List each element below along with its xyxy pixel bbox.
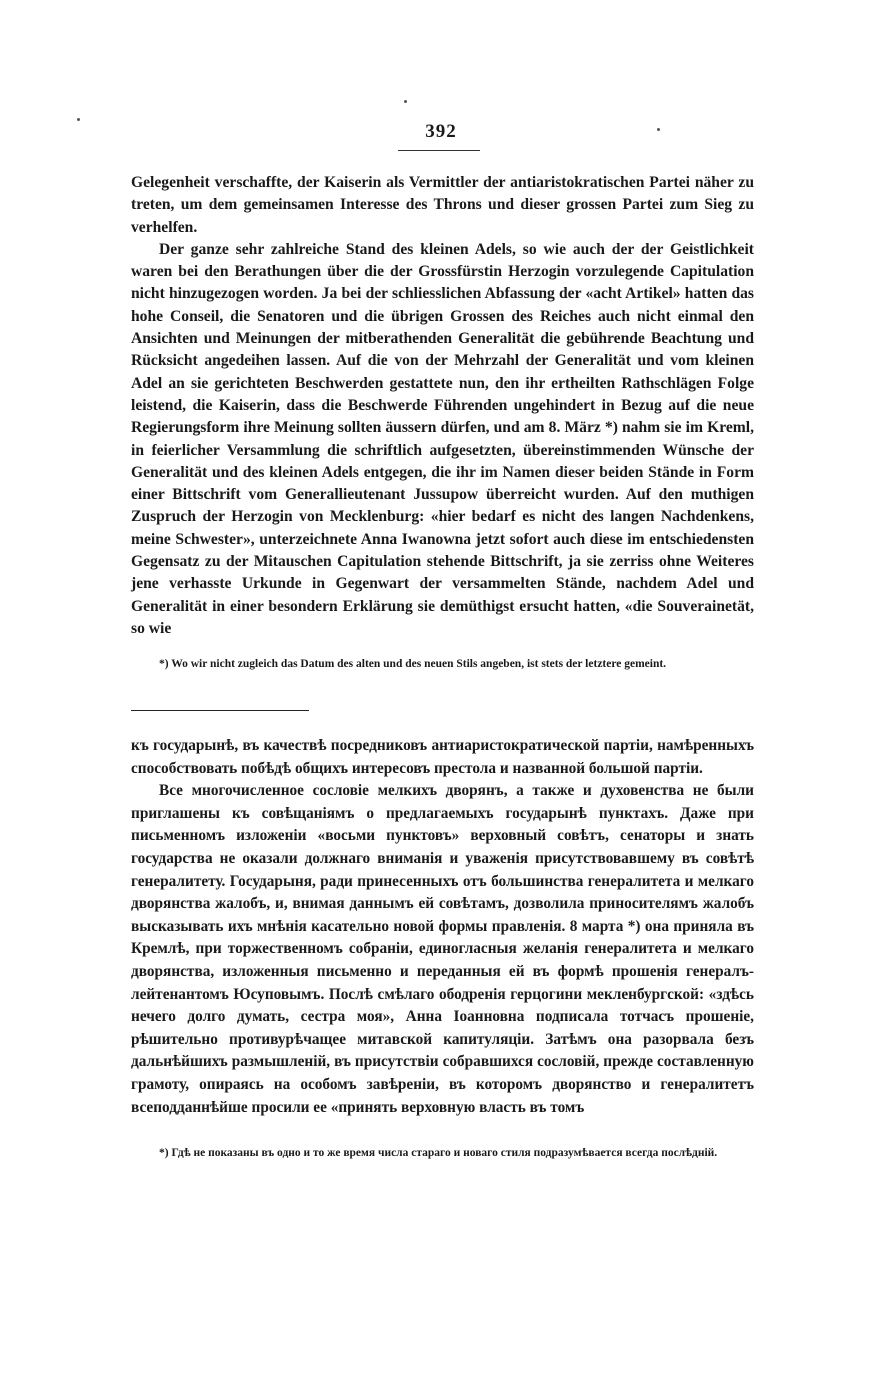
russian-paragraph-2: Все многочисленное сословіе мелкихъ дворянъ, а также и духовенства не были приглашены къ совѣщаніямъ о предлагаемыхъ государынѣ пунктахъ. Даже при письменномъ изложеніи «восьми пунктовъ» верховный совѣтъ, сенаторы и знать государства не оказали должнаго вниманія и уваженія присутствовавшему въ совѣтѣ генералитету. Государыня, ради принесенныхъ отъ большинства генералитета и мелкаго дворянства жалобъ, и, внимая даннымъ ей совѣтамъ, дозволила приносителямъ жалобъ высказывать ихъ мнѣнія касательно новой формы правленія. 8 марта *) она приняла въ Кремлѣ, при торжественномъ собраніи, единогласныя желанія генералитета и мелкаго дворянства, изложенныя письменно и переданныя ей въ формѣ прошенія генералъ-лейтенантомъ Юсуповымъ. Послѣ смѣлаго ободренія герцогини мекленбургской: «здѣсь нечего долго думать, сестра моя», Анна Іоанновна подписала тотчасъ прошеніе, рѣшительно противурѣчащее митавской капитуляціи. Затѣмъ она разорвала безъ дальнѣйшихъ размышленій, въ присутствіи собравшихся сословій, прежде составленную грамоту, опираясь на особомъ завѣреніи, въ которомъ дворянство и генералитетъ всеподданнѣйше просили ее «принять верховную власть въ томъ [131,782,754,1116]
german-paragraph-2: Der ganze sehr zahlreiche Stand des kleinen Adels, so wie auch der der Geistlichkeit waren bei den Berathungen über die der Grossfürstin Herzogin vorzulegende Capitulation nicht hinzugezogen worden. Ja bei der schliesslichen Abfassung der «acht Artikel» hatten das hohe Conseil, die Senatoren und die übrigen Grossen des Reiches auch nicht einmal den Ansichten und Meinungen der mitberathenden Generalität die gebührende Beachtung und Rücksicht angedeihen lassen. Auf die von der Mehrzahl der Generalität und vom kleinen Adel an sie gerichteten Beschwerden gestattete nun, den ihr ertheilten Rathschlägen Folge leistend, die Kaiserin, dass die Beschwerde Führenden ungehindert in Bezug auf die neue Regierungsform ihre Meinung sollten äussern dürfen, und am 8. März *) nahm sie im Kreml, in feierlicher Versammlung die schriftlich aufgesetzten, übereinstimmenden Wünsche der Generalität und des kleinen Adels entgegen, die ihr im Namen dieser beiden Stände in Form einer Bittschrift vom Generallieutenant Jussupow überreicht wurden. Auf den muthigen Zuspruch der Herzogin von Mecklenburg: «hier bedarf es nicht des langen Nachdenkens, meine Schwester», unterzeichnete Anna Iwanowna jetzt sofort auch diese im entschiedensten Gegensatz zu der Mitauschen Capitulation stehende Bittschrift, ja sie zerriss ohne Weiteres jene verhasste Urkunde in Gegenwart der versammelten Stände, nachdem Adel und Generalität in einer besondern Erklärung sie demüthigst ersucht hatten, «die Souverainetät, so wie [131,240,754,637]
page-number-rule [398,150,480,151]
russian-text-block [131,735,754,1119]
german-footnote: *) Wo wir nicht zugleich das Datum des alten und des neuen Stils angeben, ist stets der letztere gemeint. [159,658,667,670]
russian-footnote: *) Гдѣ не показаны въ одно и то же время числа стараго и новаго стиля подразумѣвается всегда послѣдній. [159,1147,718,1159]
russian-paragraph-1: къ государынѣ, въ качествѣ посредниковъ антиаристократической партіи, намѣренныхъ способствовать побѣдѣ общихъ интересовъ престола и названной большой партіи. [131,737,754,777]
german-paragraph-1: Gelegenheit verschaffte, der Kaiserin als Vermittler der antiaristokratischen Partei näher zu treten, um dem gemeinsamen Interesse des Throns und dieser grossen Partei zum Sieg zu verhelfen. [131,174,754,236]
german-text-block [131,172,754,640]
section-separator [131,710,309,711]
scan-speck [404,100,407,103]
page-number: 392 [425,121,457,142]
